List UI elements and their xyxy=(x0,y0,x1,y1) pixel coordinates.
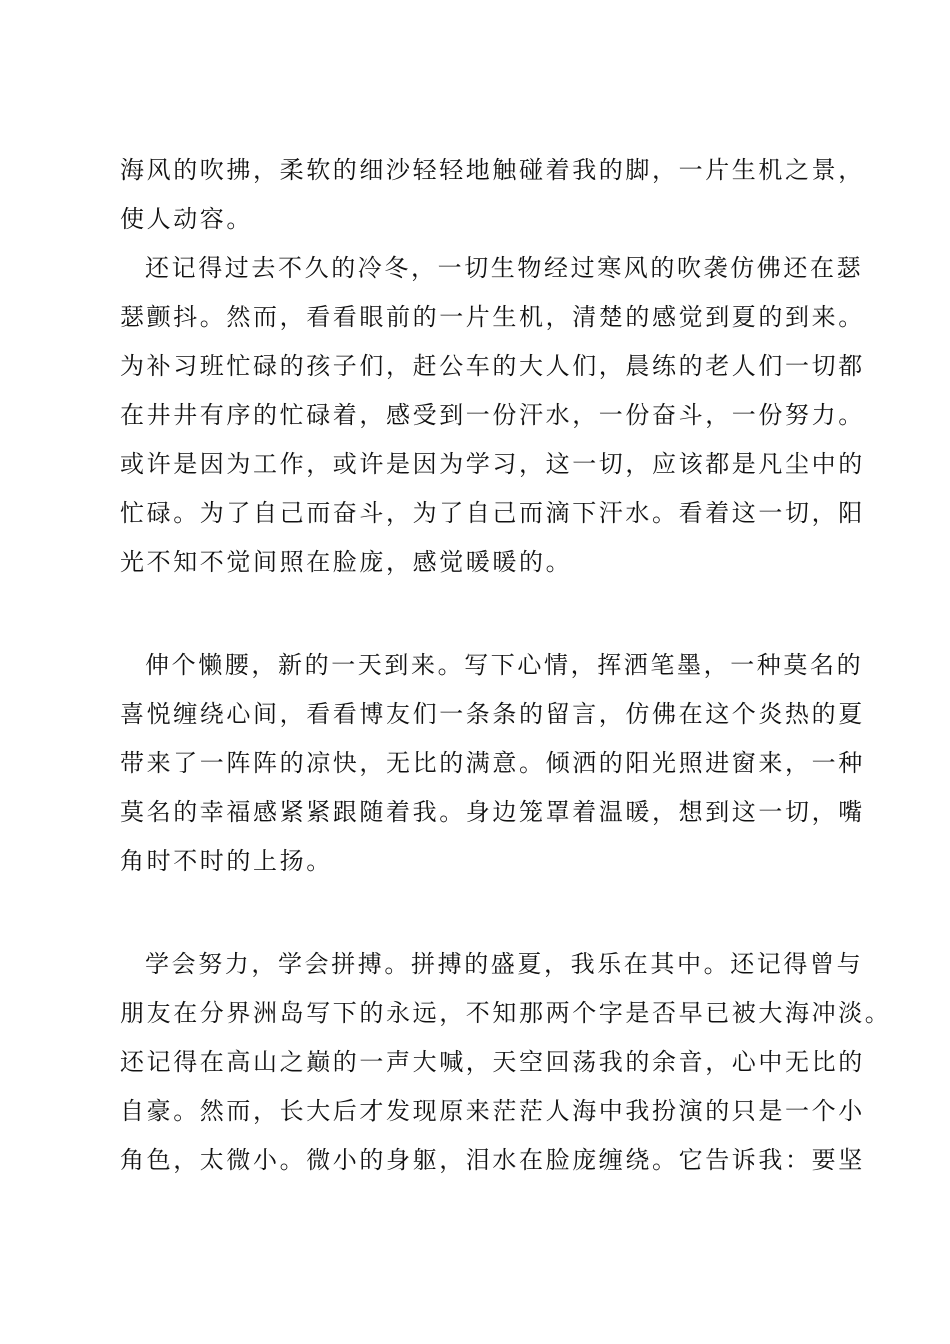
text-line: 或许是因为工作，或许是因为学习，这一切，应该都是凡尘中的 xyxy=(120,450,865,478)
text-line: 在井井有序的忙碌着，感受到一份汗水，一份奋斗，一份努力。 xyxy=(120,401,865,429)
text-line: 忙碌。为了自己而奋斗，为了自己而滴下汗水。看着这一切，阳 xyxy=(120,499,865,527)
text-line: 为补习班忙碌的孩子们，赶公车的大人们，晨练的老人们一切都 xyxy=(120,352,865,380)
text-line: 带来了一阵阵的凉快，无比的满意。倾洒的阳光照进窗来，一种 xyxy=(120,749,865,777)
text-line: 喜悦缠绕心间，看看博友们一条条的留言，仿佛在这个炎热的夏 xyxy=(120,700,865,728)
text-line: 海风的吹拂，柔软的细沙轻轻地触碰着我的脚，一片生机之景， xyxy=(120,156,865,184)
text-line: 还记得在高山之巅的一声大喊，天空回荡我的余音，心中无比的 xyxy=(120,1048,865,1076)
text-line: 伸个懒腰，新的一天到来。写下心情，挥洒笔墨，一种莫名的 xyxy=(145,651,864,679)
text-line: 莫名的幸福感紧紧跟随着我。身边笼罩着温暖，想到这一切，嘴 xyxy=(120,798,865,826)
text-line: 自豪。然而，长大后才发现原来茫茫人海中我扮演的只是一个小 xyxy=(120,1097,865,1125)
text-line: 光不知不觉间照在脸庞，感觉暖暖的。 xyxy=(120,548,573,576)
text-line: 角时不时的上扬。 xyxy=(120,847,333,875)
text-line: 朋友在分界洲岛写下的永远，不知那两个字是否早已被大海冲淡。 xyxy=(120,999,892,1027)
text-line: 还记得过去不久的冷冬，一切生物经过寒风的吹袭仿佛还在瑟 xyxy=(145,254,864,282)
text-line: 使人动容。 xyxy=(120,205,253,233)
text-line: 角色，太微小。微小的身躯，泪水在脸庞缠绕。它告诉我：要坚 xyxy=(120,1146,865,1174)
text-line: 瑟颤抖。然而，看看眼前的一片生机，清楚的感觉到夏的到来。 xyxy=(120,303,865,331)
text-line: 学会努力，学会拼搏。拼搏的盛夏，我乐在其中。还记得曾与 xyxy=(145,950,864,978)
